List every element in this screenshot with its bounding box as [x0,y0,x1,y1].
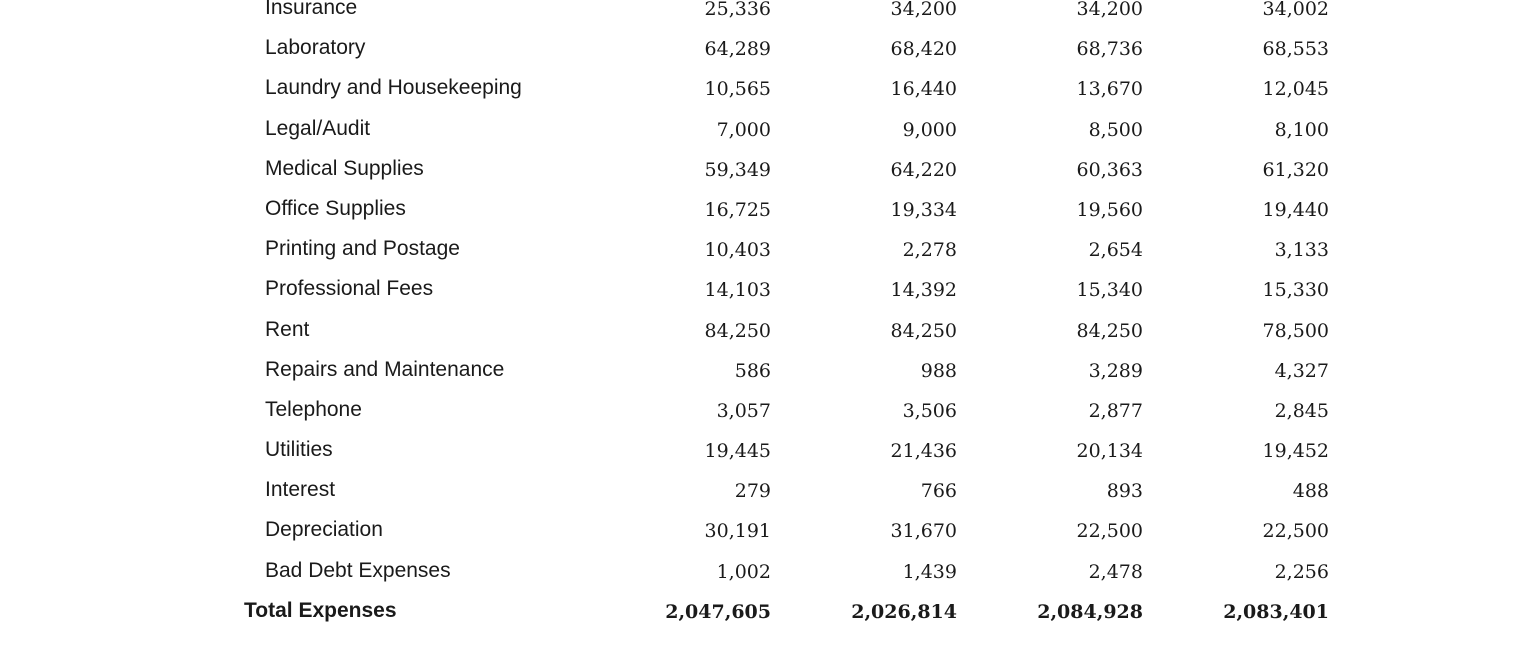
row-label: Printing and Postage [265,237,460,261]
total-value: 2,084,928 [1037,600,1143,623]
cell-value: 19,560 [1076,198,1143,221]
row-label: Telephone [265,397,362,421]
table-row [0,386,1527,426]
cell-value: 2,845 [1274,399,1329,422]
cell-value: 34,200 [890,0,957,20]
cell-value: 22,500 [1262,520,1329,543]
cell-value: 10,403 [704,239,771,262]
cell-value: 19,445 [704,440,771,463]
cell-value: 21,436 [890,440,957,463]
row-label: Rent [265,317,310,341]
cell-value: 15,340 [1076,279,1143,302]
cell-value: 10,565 [704,78,771,101]
total-value: 2,026,814 [851,600,957,623]
cell-value: 78,500 [1262,319,1329,342]
cell-value: 2,478 [1088,560,1143,583]
row-label: Laundry and Housekeeping [265,76,522,100]
cell-value: 3,133 [1274,239,1329,262]
cell-value: 2,256 [1274,560,1329,583]
cell-value: 19,452 [1262,440,1329,463]
cell-value: 12,045 [1262,78,1329,101]
row-label: Depreciation [265,518,383,542]
cell-value: 7,000 [716,118,771,141]
cell-value: 34,200 [1076,0,1143,20]
cell-value: 25,336 [704,0,771,20]
cell-value: 20,134 [1076,440,1143,463]
cell-value: 16,725 [704,198,771,221]
cell-value: 61,320 [1262,158,1329,181]
cell-value: 988 [920,359,957,382]
table-row [0,506,1527,546]
cell-value: 488 [1292,480,1329,503]
cell-value: 59,349 [704,158,771,181]
cell-value: 68,420 [890,38,957,61]
cell-value: 1,002 [716,560,771,583]
table-row [0,547,1527,587]
table-row [0,0,1527,24]
cell-value: 2,877 [1088,399,1143,422]
cell-value: 8,500 [1088,118,1143,141]
row-label: Legal/Audit [265,116,371,140]
cell-value: 19,440 [1262,198,1329,221]
table-row [0,265,1527,305]
row-label: Bad Debt Expenses [265,558,451,582]
table-row [0,426,1527,466]
row-label: Utilities [265,438,333,462]
cell-value: 3,289 [1088,359,1143,382]
total-row [0,587,1527,627]
table-row [0,185,1527,225]
cell-value: 3,506 [902,399,957,422]
cell-value: 4,327 [1274,359,1329,382]
cell-value: 16,440 [890,78,957,101]
cell-value: 64,289 [704,38,771,61]
cell-value: 3,057 [716,399,771,422]
table-row [0,64,1527,104]
cell-value: 34,002 [1262,0,1329,20]
row-label: Interest [265,478,336,502]
table-row [0,105,1527,145]
row-label: Medical Supplies [265,156,424,180]
total-label: Total Expenses [244,598,397,622]
cell-value: 84,250 [890,319,957,342]
total-value: 2,083,401 [1223,600,1329,623]
cell-value: 2,654 [1088,239,1143,262]
cell-value: 84,250 [1076,319,1143,342]
cell-value: 60,363 [1076,158,1143,181]
cell-value: 766 [920,480,957,503]
cell-value: 15,330 [1262,279,1329,302]
cell-value: 84,250 [704,319,771,342]
cell-value: 1,439 [902,560,957,583]
cell-value: 14,392 [890,279,957,302]
cell-value: 14,103 [704,279,771,302]
cell-value: 586 [734,359,771,382]
row-label: Insurance [265,0,358,19]
cell-value: 22,500 [1076,520,1143,543]
cell-value: 893 [1106,480,1143,503]
table-row [0,306,1527,346]
cell-value: 31,670 [890,520,957,543]
cell-value: 64,220 [890,158,957,181]
row-label: Laboratory [265,36,366,60]
table-row [0,145,1527,185]
cell-value: 9,000 [902,118,957,141]
table-row [0,466,1527,506]
row-label: Office Supplies [265,196,406,220]
cell-value: 8,100 [1274,118,1329,141]
row-label: Professional Fees [265,277,434,301]
table-row [0,346,1527,386]
total-value: 2,047,605 [665,600,771,623]
table-row [0,24,1527,64]
cell-value: 68,736 [1076,38,1143,61]
cell-value: 68,553 [1262,38,1329,61]
cell-value: 19,334 [890,198,957,221]
row-label: Repairs and Maintenance [265,357,505,381]
cell-value: 13,670 [1076,78,1143,101]
table-row [0,225,1527,265]
cell-value: 279 [734,480,771,503]
cell-value: 30,191 [704,520,771,543]
cell-value: 2,278 [902,239,957,262]
